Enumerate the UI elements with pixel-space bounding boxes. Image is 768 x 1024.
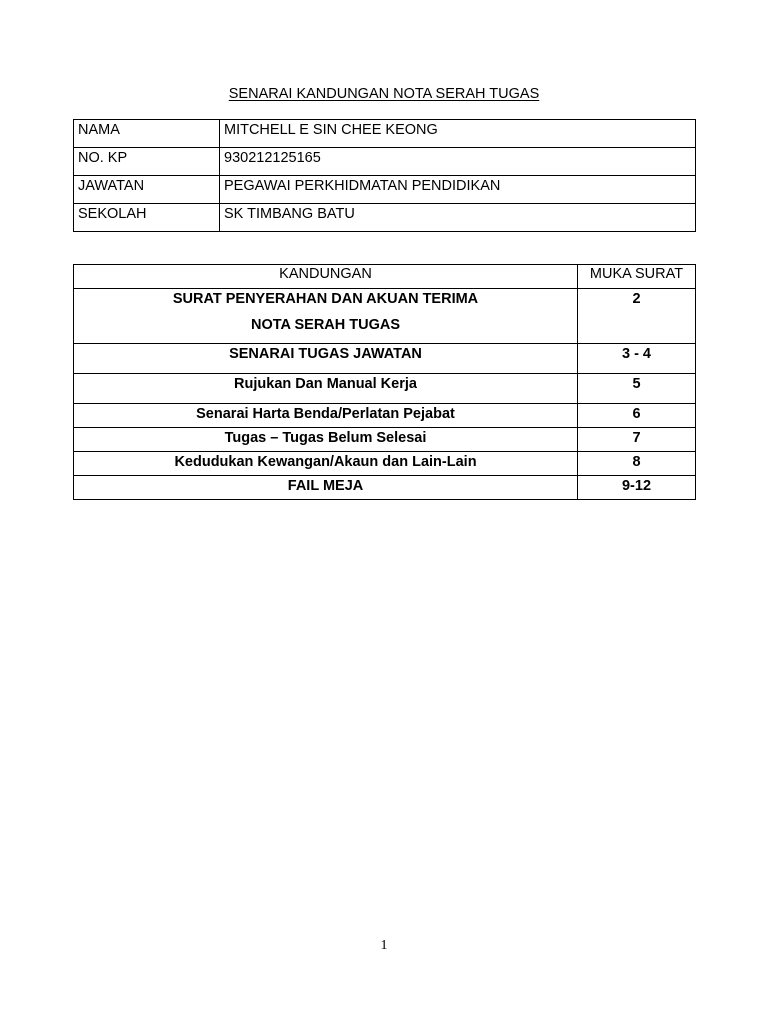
- contents-item-line2: NOTA SERAH TUGAS: [250, 317, 401, 333]
- contents-page: 7: [578, 428, 696, 452]
- info-label-no-kp: NO. KP: [74, 148, 220, 176]
- contents-page: 8: [578, 452, 696, 476]
- table-row: [74, 404, 696, 428]
- table-row: [74, 176, 696, 204]
- contents-item: Kedudukan Kewangan/Akaun dan Lain-Lain: [74, 452, 578, 476]
- contents-page: 3 - 4: [578, 344, 696, 374]
- info-value-jawatan: PEGAWAI PERKHIDMATAN PENDIDIKAN: [220, 176, 696, 204]
- header-kandungan: KANDUNGAN: [74, 265, 578, 289]
- contents-page: 5: [578, 374, 696, 404]
- contents-item-line1: SURAT PENYERAHAN DAN AKUAN TERIMA: [172, 291, 479, 307]
- page-number: 1: [380, 938, 388, 953]
- contents-item: [74, 289, 578, 344]
- table-row: [74, 428, 696, 452]
- contents-page: 9-12: [578, 476, 696, 500]
- contents-item: Rujukan Dan Manual Kerja: [74, 374, 578, 404]
- contents-header-row: [74, 265, 696, 289]
- contents-item: SENARAI TUGAS JAWATAN: [74, 344, 578, 374]
- table-row: [74, 148, 696, 176]
- contents-item: FAIL MEJA: [74, 476, 578, 500]
- info-value-no-kp: 930212125165: [220, 148, 696, 176]
- contents-page: 2: [578, 289, 696, 344]
- table-row: [74, 120, 696, 148]
- header-muka-surat: MUKA SURAT: [578, 265, 696, 289]
- contents-item: Senarai Harta Benda/Perlatan Pejabat: [74, 404, 578, 428]
- info-label-sekolah: SEKOLAH: [74, 204, 220, 232]
- contents-item: Tugas – Tugas Belum Selesai: [74, 428, 578, 452]
- table-row: [74, 374, 696, 404]
- contents-table: [73, 264, 696, 500]
- contents-page: 6: [578, 404, 696, 428]
- document-title: SENARAI KANDUNGAN NOTA SERAH TUGAS: [228, 86, 540, 102]
- table-row: [74, 344, 696, 374]
- info-value-sekolah: SK TIMBANG BATU: [220, 204, 696, 232]
- info-label-jawatan: JAWATAN: [74, 176, 220, 204]
- officer-info-table: [73, 119, 696, 232]
- table-row: [74, 289, 696, 344]
- table-row: [74, 452, 696, 476]
- table-row: [74, 204, 696, 232]
- info-label-nama: NAMA: [74, 120, 220, 148]
- info-value-nama: MITCHELL E SIN CHEE KEONG: [220, 120, 696, 148]
- table-row: [74, 476, 696, 500]
